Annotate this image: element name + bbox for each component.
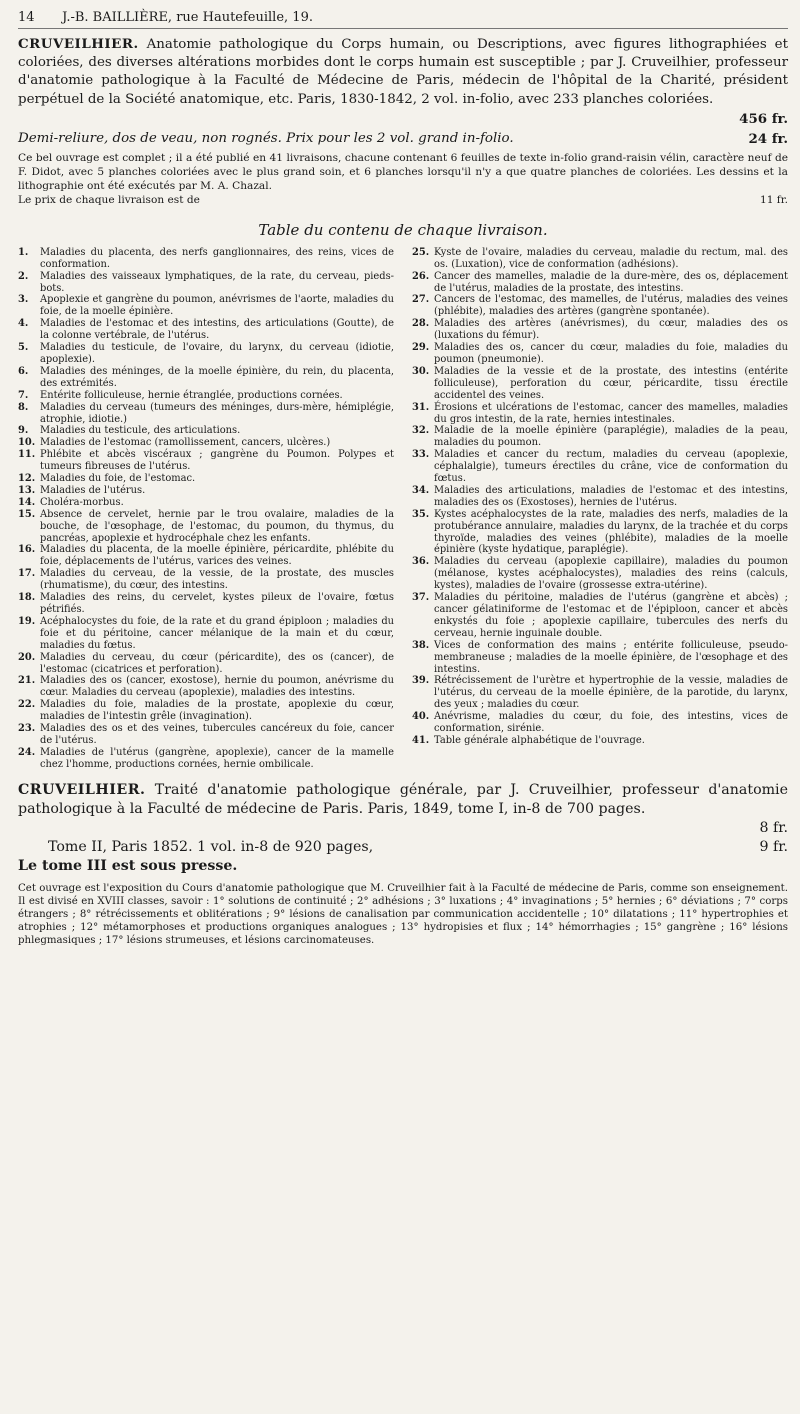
toc-item-text: Maladies du placenta, de la moelle épinière, péricardite, phlébite du foie, déplacements de l'utérus, varices des veines. <box>40 544 394 568</box>
toc-item <box>18 485 394 497</box>
toc-item-text: Vices de conformation des mains ; entérite folliculeuse, pseudo-membraneuse ; maladies de la moelle épinière, de l'œsophage et des intestins. <box>434 639 788 675</box>
toc-item-number: 20. <box>18 651 36 663</box>
toc-item-text: Maladies de l'utérus. <box>40 484 146 496</box>
toc-item-text: Maladies du péritoine, maladies de l'utérus (gangrène et abcès) ; cancer gélatiniforme de l'estomac et de l'épiploon, cancer et abcès enkystés du foie ; apoplexie capillaire, tubercules des nerfs du cerveau, hernie inguinale double. <box>434 592 788 639</box>
toc-item-number: 21. <box>18 675 36 687</box>
running-head <box>18 8 788 29</box>
entry2-paragraph <box>18 781 788 819</box>
tome3-row <box>18 857 788 876</box>
toc-item-text: Acéphalocystes du foie, de la rate et du grand épiploon ; maladies du foie et du péritoine, cancer mélanique de la main et du cœur, maladies du fœtus. <box>40 615 394 651</box>
toc-item-text: Maladies des reins, du cervelet, kystes pileux de l'ovaire, fœtus pétrifiés. <box>40 592 394 615</box>
toc-item-text: Cancers de l'estomac, des mamelles, de l'utérus, maladies des veines (phlébite), maladies des artères (gangrène spontanée). <box>434 294 788 318</box>
toc-item <box>412 675 788 711</box>
toc-item <box>18 294 394 318</box>
toc-item-number: 12. <box>18 473 36 485</box>
toc-item <box>412 640 788 676</box>
toc-item-number: 37. <box>412 592 430 604</box>
price1-row <box>18 819 788 838</box>
running-head-text: J.-B. BAILLIÈRE, rue Hautefeuille, 19. <box>62 10 313 25</box>
toc-item <box>18 592 394 616</box>
toc-item-number: 15. <box>18 508 36 520</box>
toc-item-text: Maladies du cerveau, du cœur (péricardite), des os (cancer), de l'estomac (cicatrices et perforation). <box>40 651 394 675</box>
toc-title: Table du contenu de chaque livraison. <box>258 220 548 239</box>
toc-item-number: 39. <box>412 675 430 687</box>
tome2-text: Tome II, Paris 1852. 1 vol. in-8 de 920 pages, <box>48 838 374 855</box>
toc-item-text: Table générale alphabétique de l'ouvrage. <box>434 734 645 746</box>
toc-item <box>412 366 788 402</box>
toc-item-number: 32. <box>412 425 430 437</box>
toc-item-number: 24. <box>18 746 36 758</box>
toc-item-text: Maladies des méninges, de la moelle épinière, du rein, du placenta, des extrémités. <box>40 365 394 389</box>
publication-note: Ce bel ouvrage est complet ; il a été publié en 41 livraisons, chacune contenant 6 feuilles de texte in-folio grand-raisin vélin, caractère neuf de F. Didot, avec 5 planches coloriées avec le plus grand soin, et 6 planches lorsqu'il n'y a que quatre planches de coloriées. Les dessins et la lithographie ont été exécutés par M. A. Chazal. <box>18 151 788 192</box>
toc-item-text: Maladies du placenta, des nerfs ganglionnaires, des reins, vices de conformation. <box>40 246 394 270</box>
toc-item <box>18 271 394 295</box>
reliure-price: 24 fr. <box>748 130 788 147</box>
toc-item <box>412 509 788 557</box>
toc-item <box>18 699 394 723</box>
toc-item-text: Maladies de l'utérus (gangrène, apoplexie), cancer de la mamelle chez l'homme, productions cornées, hernie ombilicale. <box>40 746 394 770</box>
toc-item <box>412 485 788 509</box>
toc-item-number: 35. <box>412 508 430 520</box>
reliure-row <box>18 129 788 149</box>
toc-item-number: 25. <box>412 246 430 258</box>
toc-item-text: Cancer des mamelles, maladie de la dure-mère, des os, déplacement de l'utérus, maladies de la prostate, des intestins. <box>434 270 788 294</box>
toc-item-text: Absence de cervelet, hernie par le trou ovalaire, maladies de la bouche, de l'œsophage, de l'estomac, du poumon, du thymus, du pancréas, apoplexie et hydrocéphale chez les enfants. <box>40 508 394 544</box>
toc-item-number: 41. <box>412 734 430 746</box>
toc-item <box>18 544 394 568</box>
toc-item-number: 5. <box>18 342 29 354</box>
toc-item <box>18 437 394 449</box>
toc-item-text: Kyste de l'ovaire, maladies du cerveau, maladie du rectum, mal. des os. (Luxation), vice de conformation (adhésions). <box>434 246 788 270</box>
author-name: CRUVEILHIER. <box>18 36 139 52</box>
toc-item-number: 33. <box>412 449 430 461</box>
toc-item-text: Maladies des vaisseaux lymphatiques, de la rate, du cerveau, pieds-bots. <box>40 270 394 294</box>
entry-paragraph <box>18 35 788 109</box>
page <box>18 8 788 957</box>
toc-item <box>412 556 788 592</box>
toc-item <box>18 390 394 402</box>
toc-item-number: 9. <box>18 425 29 437</box>
toc-item-number: 13. <box>18 484 36 496</box>
toc-item-text: Choléra-morbus. <box>40 496 124 508</box>
toc-item-number: 23. <box>18 723 36 735</box>
toc-item <box>18 342 394 366</box>
toc-item-text: Maladies de l'estomac et des intestins, des articulations (Goutte), de la colonne vertébrale, de l'utérus. <box>40 318 394 342</box>
toc-item <box>18 449 394 473</box>
toc-item <box>412 449 788 485</box>
toc-item-text: Maladies des os, cancer du cœur, maladies du foie, maladies du poumon (pneumonie). <box>434 342 788 365</box>
toc-item <box>18 402 394 426</box>
toc-item-number: 8. <box>18 401 29 413</box>
toc-item-text: Entérite folliculeuse, hernie étranglée, productions cornées. <box>40 389 343 401</box>
toc-item-number: 22. <box>18 699 36 711</box>
toc-left-column <box>18 247 394 771</box>
toc-item-number: 16. <box>18 544 36 556</box>
toc-item-number: 27. <box>412 294 430 306</box>
page-number: 14 <box>18 10 35 25</box>
toc-item <box>412 402 788 426</box>
toc-item-number: 40. <box>412 711 430 723</box>
toc-item-number: 31. <box>412 401 430 413</box>
toc-item <box>412 735 788 747</box>
toc-item-text: Érosions et ulcérations de l'estomac, cancer des mamelles, maladies du gros intestin, de la rate, hernies intestinales. <box>434 401 788 425</box>
toc-item-text: Maladies des artères (anévrismes), du cœur, maladies des os (luxations du fémur). <box>434 318 788 342</box>
toc-item-number: 38. <box>412 639 430 651</box>
livraison-price-label: Le prix de chaque livraison est de <box>18 193 200 206</box>
toc-item-text: Maladies et cancer du rectum, maladies du cerveau (apoplexie, céphalalgie), tumeurs érectiles du crâne, vice de conformation du fœtus. <box>434 449 788 485</box>
entry2-description: Traité d'anatomie pathologique générale, par J. Cruveilhier, professeur d'anatomie pathologique à la Faculté de médecine de Paris. Paris, 1849, tome I, in-8 de 700 pages. <box>18 781 788 817</box>
toc-item-number: 30. <box>412 365 430 377</box>
toc-item-text: Rétrécissement de l'urètre et hypertrophie de la vessie, maladies de l'utérus, du cerveau de la moelle épinière, de la parotide, du larynx, des yeux ; maladies du cœur. <box>434 675 788 711</box>
toc-item-text: Maladies des os (cancer, exostose), hernie du poumon, anévrisme du cœur. Maladies du cerveau (apoplexie), maladies des intestins. <box>40 675 394 699</box>
toc-item-number: 18. <box>18 592 36 604</box>
toc-item <box>18 509 394 545</box>
toc-item <box>18 616 394 652</box>
toc-item-text: Phlébite et abcès viscéraux ; gangrène du Poumon. Polypes et tumeurs fibreuses de l'utérus. <box>40 449 394 473</box>
table-of-contents <box>18 247 788 771</box>
author-name-2: CRUVEILHIER. <box>18 781 146 798</box>
toc-item-text: Maladie de la moelle épinière (paraplégie), maladies de la peau, maladies du poumon. <box>434 425 788 449</box>
toc-item-text: Maladies de la vessie et de la prostate, des intestins (entérite folliculeuse), perforation du cœur, péricardite, tissu érectile accidentel des veines. <box>434 365 788 401</box>
toc-item <box>18 723 394 747</box>
toc-item <box>412 294 788 318</box>
toc-item <box>18 497 394 509</box>
livraison-price-row <box>18 193 788 207</box>
toc-item <box>412 318 788 342</box>
toc-item-number: 17. <box>18 568 36 580</box>
entry2-price2: 9 fr. <box>759 838 788 855</box>
toc-item <box>18 366 394 390</box>
entry-description: Anatomie pathologique du Corps humain, ou Descriptions, avec figures lithographiées et coloriées, des diverses altérations morbides dont le corps humain est susceptible ; par J. Cruveilhier, professeur d'anatomie pathologique à la Faculté de Médecine de Paris, médecin de l'hôpital de la Charité, président perpétuel de la Société anatomique, etc. Paris, 1830-1842, 2 vol. in-folio, avec 233 planches coloriées. <box>18 37 788 107</box>
toc-item-number: 7. <box>18 389 29 401</box>
entry-anatomie-pathologique <box>18 35 788 207</box>
toc-item-text: Maladies du foie, maladies de la prostate, apoplexie du cœur, maladies de l'intestin grêle (invagination). <box>40 699 394 723</box>
toc-item-number: 4. <box>18 318 29 330</box>
toc-item-text: Apoplexie et gangrène du poumon, anévrismes de l'aorte, maladies du foie, de la moelle épinière. <box>40 294 394 318</box>
toc-item <box>18 247 394 271</box>
toc-item-number: 1. <box>18 246 29 258</box>
toc-item-text: Maladies du cerveau (apoplexie capillaire), maladies du poumon (mélanose, kystes acéphalocystes), maladies des reins (calculs, kystes), maladies de l'ovaire (grossesse extra-utérine). <box>434 556 788 592</box>
toc-item-text: Anévrisme, maladies du cœur, du foie, des intestins, vices de conformation, sirénie. <box>434 711 788 735</box>
tome2-row <box>18 838 788 857</box>
toc-item-text: Kystes acéphalocystes de la rate, maladies des nerfs, maladies de la protubérance annulaire, maladies du larynx, de la trachée et du corps thyroïde, maladies des veines (phlébite), maladies de la moelle épinière (kyste hydatique, paraplégie). <box>434 508 788 556</box>
toc-item <box>412 425 788 449</box>
entry-traite-anatomie <box>18 781 788 947</box>
toc-item <box>18 425 394 437</box>
toc-item-number: 36. <box>412 556 430 568</box>
toc-item <box>18 318 394 342</box>
toc-item-number: 10. <box>18 437 36 449</box>
entry-price: 456 fr. <box>739 110 788 127</box>
toc-item-number: 2. <box>18 270 29 282</box>
toc-item-text: Maladies du cerveau, de la vessie, de la prostate, des muscles (rhumatisme), du cœur, des intestins. <box>40 568 394 592</box>
toc-item <box>412 592 788 640</box>
toc-item-text: Maladies des articulations, maladies de l'estomac et des intestins, maladies des os (Exostoses), hernies de l'utérus. <box>434 484 788 508</box>
toc-item <box>412 247 788 271</box>
toc-item-text: Maladies du testicule, de l'ovaire, du larynx, du cerveau (idiotie, apoplexie). <box>40 342 394 365</box>
toc-item-number: 3. <box>18 294 29 306</box>
toc-item-number: 6. <box>18 365 29 377</box>
toc-item-text: Maladies du foie, de l'estomac. <box>40 473 196 485</box>
toc-item-number: 29. <box>412 342 430 354</box>
toc-item-number: 34. <box>412 484 430 496</box>
toc-item-number: 11. <box>18 449 36 461</box>
reliure-text: Demi-reliure, dos de veau, non rognés. Prix pour les 2 vol. grand in-folio. <box>18 130 514 146</box>
toc-item <box>412 711 788 735</box>
toc-item-text: Maladies de l'estomac (ramollissement, cancers, ulcères.) <box>40 437 331 449</box>
entry2-footnote: Cet ouvrage est l'exposition du Cours d'anatomie pathologique que M. Cruveilhier fait à la Faculté de médecine de Paris, comme son enseignement. Il est divisé en XVIII classes, savoir : 1° solutions de continuité ; 2° adhésions ; 3° luxations ; 4° invaginations ; 5° hernies ; 6° déviations ; 7° corps étrangers ; 8° rétrécissements et oblitérations ; 9° lésions de canalisation par communication accidentelle ; 10° dilatations ; 11° hypertrophies et atrophies ; 12° métamorphoses et productions organiques analogues ; 13° hydropisies et flux ; 14° hémorrhagies ; 15° gangrène ; 16° lésions phlegmasiques ; 17° lésions strumeuses, et lésions carcinomateuses. <box>18 882 788 946</box>
toc-item <box>18 473 394 485</box>
entry2-price1: 8 fr. <box>759 819 788 836</box>
toc-right-column <box>412 247 788 771</box>
toc-item <box>412 271 788 295</box>
toc-item-number: 19. <box>18 615 36 627</box>
toc-item <box>18 652 394 676</box>
toc-item <box>18 747 394 771</box>
toc-item-number: 28. <box>412 318 430 330</box>
toc-item-number: 26. <box>412 270 430 282</box>
toc-item <box>18 568 394 592</box>
toc-item-number: 14. <box>18 496 36 508</box>
toc-item-text: Maladies du cerveau (tumeurs des méninges, durs-mère, hémiplégie, atrophie, idiotie.) <box>40 401 394 425</box>
toc-item <box>18 675 394 699</box>
price-row <box>18 109 788 129</box>
toc-item <box>412 342 788 366</box>
tome3-text: Le tome III est sous presse. <box>18 857 238 874</box>
toc-item-text: Maladies du testicule, des articulations. <box>40 425 241 437</box>
livraison-price: 11 fr. <box>759 193 788 206</box>
toc-item-text: Maladies des os et des veines, tubercules cancéreux du foie, cancer de l'utérus. <box>40 723 394 746</box>
